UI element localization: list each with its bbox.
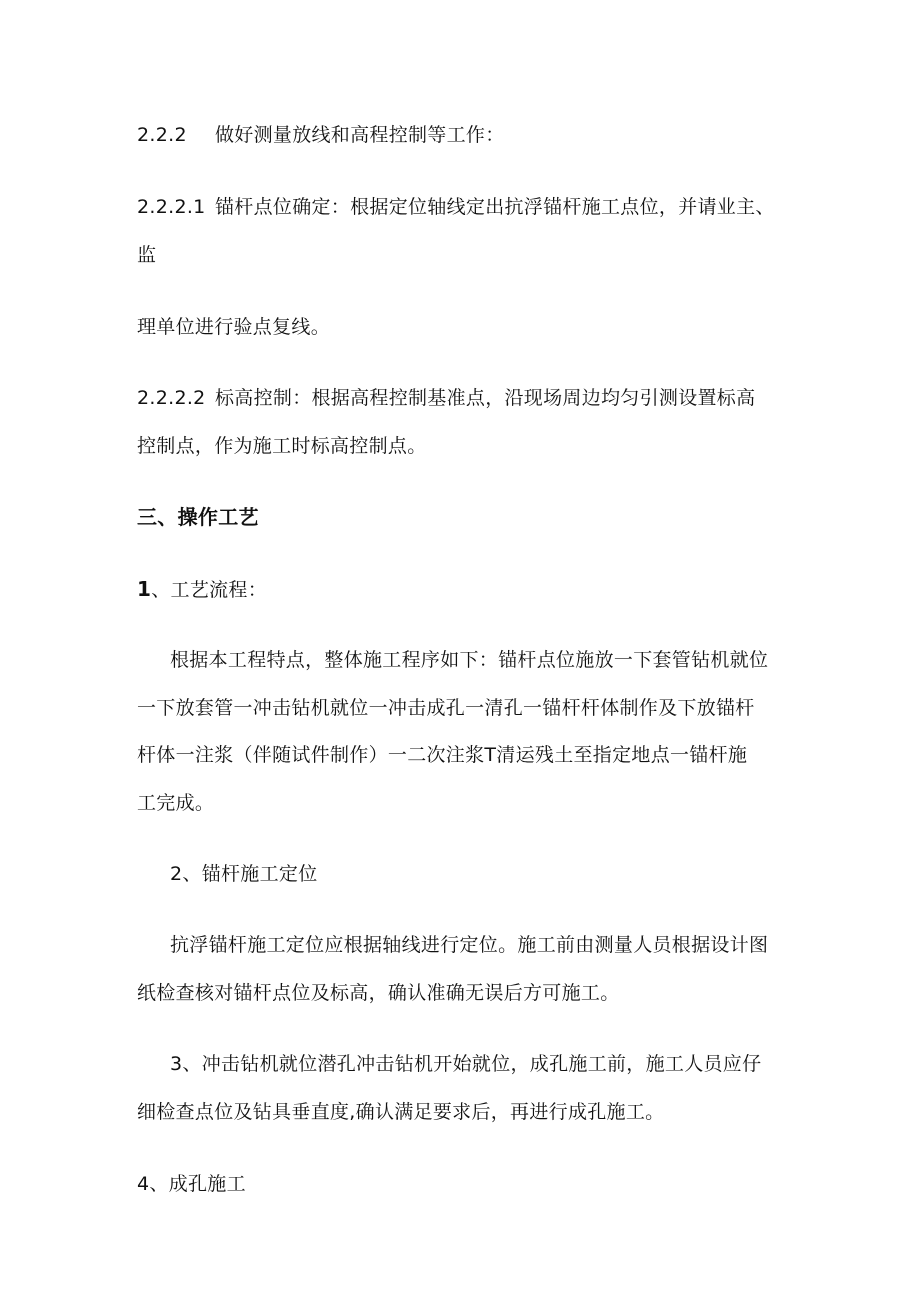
- section-number: 2.2.2.1: [137, 196, 206, 218]
- heading-operation-process: 三、操作工艺: [137, 505, 259, 529]
- section-number: 2.2.2: [137, 124, 187, 146]
- paragraph-line: 一下放套管一冲击钻机就位一冲击成孔一清孔一锚杆杆体制作及下放锚杆: [137, 697, 755, 719]
- section-text: 标高控制：根据高程控制基准点，沿现场周边均匀引测设置标高: [215, 387, 756, 409]
- heading-text: 、工艺流程：: [151, 579, 268, 601]
- heading-anchor-positioning: 2、锚杆施工定位: [170, 863, 318, 885]
- section-2-2-2: [137, 123, 505, 147]
- section-2-2-2-2: [137, 386, 755, 410]
- heading-drilling: 4、成孔施工: [137, 1173, 246, 1195]
- heading-process-flow: [137, 577, 267, 602]
- section-text: 控制点，作为施工时标高控制点。: [137, 435, 427, 457]
- paragraph-line: 根据本工程特点，整体施工程序如下：锚杆点位施放一下套管钻机就位: [170, 649, 769, 671]
- paragraph-line: 抗浮锚杆施工定位应根据轴线进行定位。施工前由测量人员根据设计图: [170, 934, 769, 956]
- paragraph-line: 细检查点位及钻具垂直度,确认满足要求后，再进行成孔施工。: [137, 1101, 665, 1123]
- section-2-2-2-1-cont: [137, 243, 156, 267]
- paragraph-line: 纸检查核对锚杆点位及标高，确认准确无误后方可施工。: [137, 982, 620, 1004]
- section-text: 理单位进行验点复线。: [137, 316, 331, 338]
- section-2-2-2-1: [137, 195, 775, 219]
- section-text: 监: [137, 244, 157, 266]
- heading-number: 1: [137, 577, 152, 601]
- section-2-2-2-2-cont: [137, 434, 427, 458]
- section-text: 锚杆点位确定：根据定位轴线定出抗浮锚杆施工点位，并请业主、: [215, 196, 775, 218]
- paragraph-line: 工完成。: [137, 792, 215, 814]
- section-2-2-2-1-cont2: [137, 315, 330, 339]
- section-text: 做好测量放线和高程控制等工作：: [215, 124, 505, 146]
- paragraph-line: 3、冲击钻机就位潜孔冲击钻机开始就位，成孔施工前，施工人员应仔: [170, 1053, 762, 1075]
- paragraph-line: 杆体一注浆（伴随试件制作）一二次注浆T清运残土至指定地点一锚杆施: [137, 744, 748, 766]
- section-number: 2.2.2.2: [137, 387, 206, 409]
